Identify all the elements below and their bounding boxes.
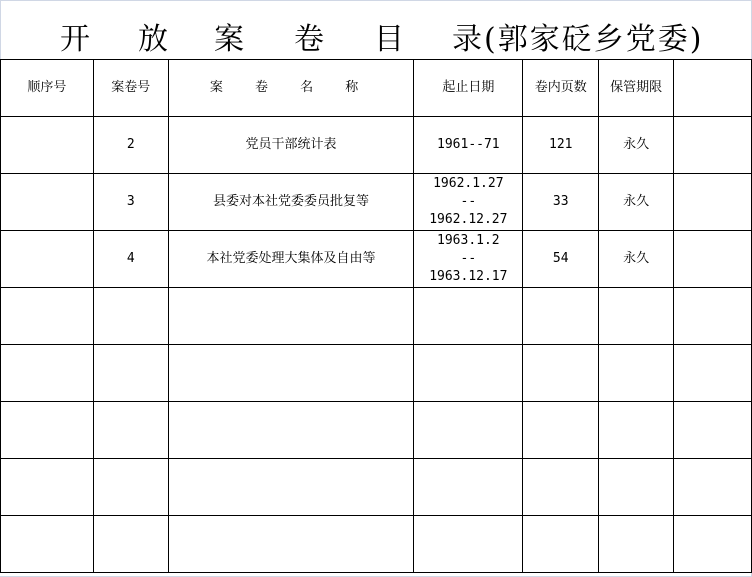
title-char-5: 目 xyxy=(374,22,406,57)
empty-cell xyxy=(523,459,599,516)
header-blank xyxy=(674,60,752,117)
cell-file-name: 本社党委处理大集体及自由等 xyxy=(168,231,414,288)
empty-cell xyxy=(1,288,94,345)
header-row xyxy=(1,60,752,117)
cell-file-no: 3 xyxy=(93,174,168,231)
empty-row xyxy=(1,402,752,459)
cell-blank xyxy=(674,174,752,231)
empty-cell xyxy=(1,345,94,402)
empty-cell xyxy=(168,288,414,345)
cell-file-name: 县委对本社党委委员批复等 xyxy=(168,174,414,231)
cell-seq xyxy=(1,231,94,288)
header-file-no: 案卷号 xyxy=(93,60,168,117)
header-seq: 顺序号 xyxy=(1,60,94,117)
empty-row xyxy=(1,516,752,573)
date-line: 1962.1.27 xyxy=(433,176,504,191)
page-title xyxy=(0,6,752,58)
empty-row xyxy=(1,345,752,402)
empty-cell xyxy=(168,402,414,459)
cell-seq xyxy=(1,117,94,174)
empty-cell xyxy=(1,402,94,459)
empty-cell xyxy=(599,402,674,459)
cell-blank xyxy=(674,117,752,174)
title-char-1: 开 xyxy=(60,22,92,57)
empty-cell xyxy=(414,402,523,459)
date-line: -- xyxy=(460,194,477,209)
archive-table xyxy=(0,59,752,573)
empty-cell xyxy=(523,345,599,402)
header-retention: 保管期限 xyxy=(599,60,674,117)
empty-cell xyxy=(599,345,674,402)
empty-cell xyxy=(1,516,94,573)
header-dates: 起止日期 xyxy=(414,60,523,117)
empty-cell xyxy=(599,516,674,573)
table-row xyxy=(1,174,752,231)
empty-cell xyxy=(599,459,674,516)
header-pages: 卷内页数 xyxy=(523,60,599,117)
cell-blank xyxy=(674,231,752,288)
cell-file-no: 4 xyxy=(93,231,168,288)
empty-row xyxy=(1,459,752,516)
cell-dates xyxy=(414,231,523,288)
cell-retention: 永久 xyxy=(599,117,674,174)
empty-cell xyxy=(523,402,599,459)
title-char-2: 放 xyxy=(138,22,170,57)
title-char-3: 案 xyxy=(214,22,246,57)
cell-dates xyxy=(414,174,523,231)
empty-cell xyxy=(93,402,168,459)
empty-cell xyxy=(168,516,414,573)
empty-cell xyxy=(1,459,94,516)
empty-cell xyxy=(93,516,168,573)
title-char-6: 录(郭家砭乡党委) xyxy=(452,22,704,57)
cell-dates xyxy=(414,117,523,174)
empty-cell xyxy=(674,345,752,402)
empty-cell xyxy=(674,459,752,516)
empty-cell xyxy=(93,288,168,345)
empty-cell xyxy=(523,516,599,573)
empty-cell xyxy=(674,288,752,345)
empty-cell xyxy=(93,459,168,516)
empty-cell xyxy=(523,288,599,345)
date-line: 1963.12.17 xyxy=(429,269,508,284)
cell-pages: 33 xyxy=(523,174,599,231)
empty-cell xyxy=(414,459,523,516)
empty-cell xyxy=(674,516,752,573)
cell-seq xyxy=(1,174,94,231)
empty-cell xyxy=(414,516,523,573)
title-char-4: 卷 xyxy=(294,22,326,57)
date-line: 1961--71 xyxy=(437,137,500,152)
empty-row xyxy=(1,288,752,345)
empty-cell xyxy=(599,288,674,345)
cell-pages: 121 xyxy=(523,117,599,174)
cell-pages: 54 xyxy=(523,231,599,288)
cell-file-name: 党员干部统计表 xyxy=(168,117,414,174)
cell-file-no: 2 xyxy=(93,117,168,174)
empty-cell xyxy=(168,459,414,516)
empty-cell xyxy=(168,345,414,402)
empty-cell xyxy=(414,345,523,402)
table-row xyxy=(1,117,752,174)
date-line: -- xyxy=(460,251,477,266)
date-line: 1963.1.2 xyxy=(437,233,500,248)
date-line: 1962.12.27 xyxy=(429,212,508,227)
empty-cell xyxy=(93,345,168,402)
table-row xyxy=(1,231,752,288)
empty-cell xyxy=(674,402,752,459)
empty-cell xyxy=(414,288,523,345)
header-file-name: 案 卷 名 称 xyxy=(168,60,414,117)
cell-retention: 永久 xyxy=(599,231,674,288)
cell-retention: 永久 xyxy=(599,174,674,231)
